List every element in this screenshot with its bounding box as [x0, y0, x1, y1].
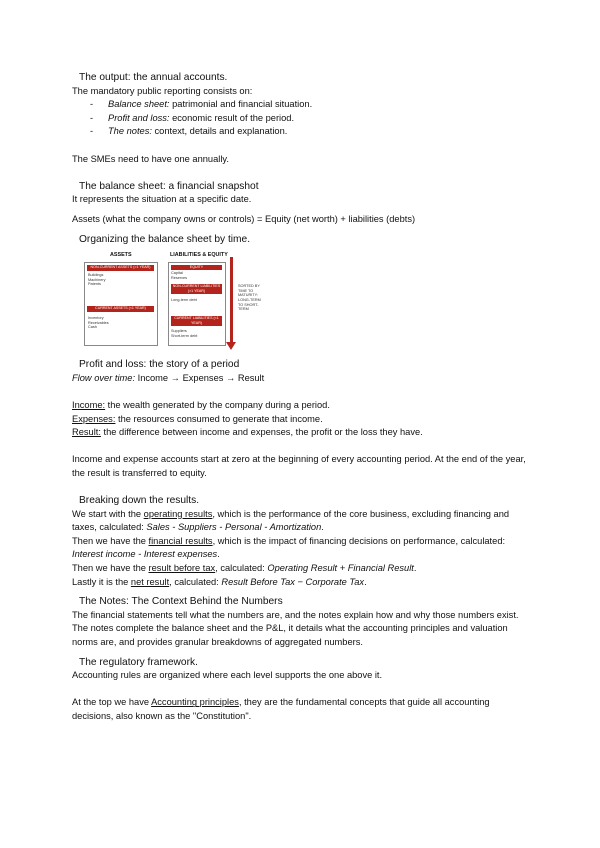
definition-desc: the wealth generated by the company during a period.	[105, 399, 330, 410]
formula-net: Result Before Tax − Corporate Tax	[221, 576, 365, 587]
list-desc: patrimonial and financial situation.	[169, 99, 313, 110]
list-item	[72, 98, 532, 112]
equity-band: EQUITY	[171, 265, 222, 270]
term-financial-results: financial results	[148, 535, 213, 546]
paragraph-accounts-reset: Income and expense accounts start at zero at the beginning of every accounting period. At the end of the year, the result is transferred to equity.	[72, 454, 526, 478]
output-list	[72, 98, 532, 139]
current-liabilities-items: Suppliers Short-term debt	[171, 329, 198, 338]
paragraph-principles: At the top we have Accounting principles, they are the fundamental concepts that guide all accounting decisions, also known as the "Constitution".	[72, 697, 490, 721]
heading-organizing: Organizing the balance sheet by time.	[79, 233, 251, 245]
heading-profit-loss: Profit and loss: the story of a period	[79, 359, 240, 371]
heading-output: The output: the annual accounts.	[79, 72, 228, 83]
paragraph-balance-equation: Assets (what the company owns or controls) = Equity (net worth) + liabilities (debts)	[72, 213, 416, 224]
current-assets-band: CURRENT ASSETS (<1 YEAR)	[87, 306, 154, 312]
noncurrent-liabilities-items: Long-term debt	[171, 298, 197, 303]
definition-income	[72, 399, 532, 413]
paragraph-breaking-down: We start with the operating results, which is the performance of the core business, excluding financing and taxes, calculated: Sales - Suppliers - Personal - Amortization. Then we have the financial results, which is the impact of financing decisions on performance, calculated: Interest income - Interest expenses. Then we have the result before tax, calculated: Operating Result + Financial Result. Lastly it is the net result, calculated: Result Before Tax − Corporate Tax.	[72, 508, 510, 587]
paragraph-regulatory-line: Accounting rules are organized where each level supports the one above it.	[72, 670, 383, 681]
flow-text: Income → Expenses → Result	[135, 372, 265, 383]
noncurrent-liabilities-band: NON-CURRENT LIABILITIES (>1 YEAR)	[172, 284, 221, 293]
heading-breaking-down: Breaking down the results.	[79, 495, 200, 507]
list-desc: context, details and explanation.	[151, 126, 288, 137]
formula-financial: Interest income - Interest expenses	[72, 549, 218, 560]
maturity-arrow-note: SORTED BY TIME TO MATURITY: LONG-TERM TO SHORT- TERM	[238, 284, 261, 312]
current-liabilities-band: CURRENT LIABILITIES (<1 YEAR)	[171, 316, 222, 326]
heading-notes: The Notes: The Context Behind the Numbers	[79, 596, 283, 608]
maturity-arrow-head	[226, 342, 236, 350]
definition-term: Result:	[72, 427, 101, 438]
liabilities-equity-header: LIABILITIES & EQUITY	[170, 252, 228, 259]
definition-result	[72, 426, 532, 440]
paragraph-balance-date: It represents the situation at a specific date.	[72, 194, 252, 205]
term-net-result: net result	[130, 576, 170, 587]
current-assets-items: Inventory Receivables Cash	[88, 316, 109, 330]
list-term: Profit and loss:	[108, 112, 170, 123]
equity-items: Capital Reserves	[171, 271, 188, 280]
paragraph-notes: The financial statements tell what the numbers are, and the notes explain how and why those numbers exist. The notes complete the balance sheet and the P&L, it details what the accounting principles and valuation norms are, and provides granular breakdowns of aggregated numbers.	[72, 609, 519, 647]
assets-header: ASSETS	[110, 252, 132, 259]
list-desc: economic result of the period.	[169, 112, 295, 123]
noncurrent-assets-band: NON-CURRENT ASSETS (>1 YEAR)	[87, 265, 154, 271]
definition-expenses	[72, 413, 532, 427]
formula-operating: Sales - Suppliers - Personal - Amortization	[146, 522, 322, 533]
list-term: The notes:	[108, 126, 152, 137]
list-term: Balance sheet:	[108, 99, 170, 110]
definition-desc: the resources consumed to generate that income.	[115, 413, 323, 424]
term-accounting-principles: Accounting principles	[151, 697, 239, 708]
paragraph-flow	[72, 372, 532, 386]
balance-sheet-figure	[82, 252, 294, 350]
document-body	[72, 71, 532, 724]
definition-term: Expenses:	[72, 413, 116, 424]
maturity-arrow-shaft	[230, 257, 233, 345]
list-item	[72, 112, 532, 126]
formula-before-tax: Operating Result + Financial Result	[267, 563, 414, 574]
list-item	[72, 125, 532, 139]
definition-term: Income:	[72, 399, 106, 410]
heading-balance-sheet: The balance sheet: a financial snapshot	[79, 180, 259, 192]
paragraph-output-intro: The mandatory public reporting consists on:	[72, 85, 253, 96]
paragraph-smes: The SMEs need to have one annually.	[72, 153, 229, 164]
noncurrent-assets-items: Buildings Machinery Patents	[88, 273, 106, 287]
heading-regulatory: The regulatory framework.	[79, 656, 198, 668]
definition-desc: the difference between income and expenses, the profit or the loss they have.	[100, 427, 423, 438]
term-operating-results: operating results	[143, 508, 213, 519]
term-result-before-tax: result before tax	[148, 563, 216, 574]
flow-label: Flow over time:	[72, 372, 136, 383]
